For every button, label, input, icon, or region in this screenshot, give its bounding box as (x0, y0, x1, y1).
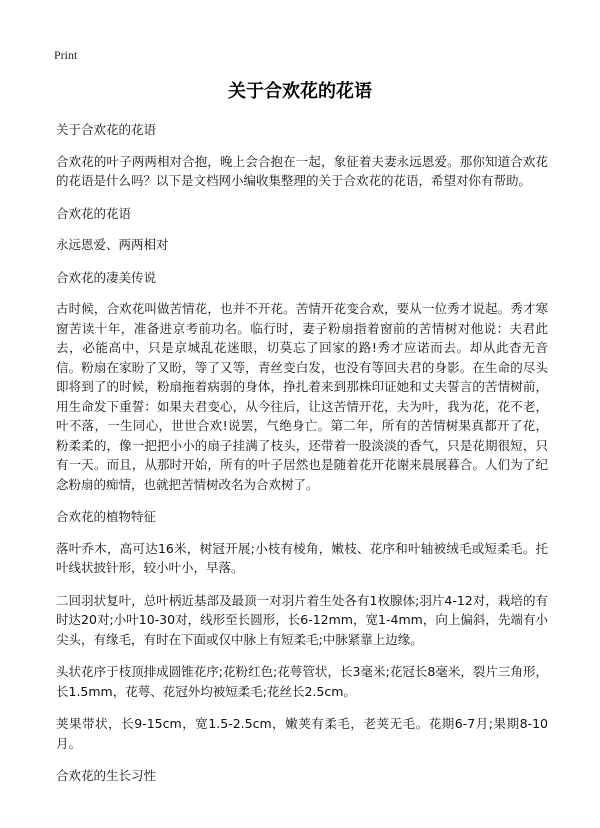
section-heading-legend: 合欢花的凄美传说 (56, 269, 157, 285)
section-heading-growth-habits: 合欢花的生长习性 (56, 768, 157, 783)
section-heading-plant-features: 合欢花的植物特征 (56, 509, 157, 524)
page-title: 关于合欢花的花语 (228, 81, 372, 102)
paragraph-intro: 合欢花的叶子两两相对合抱，晚上会合抱在一起，象征着夫妻永远恩爱。那你知道合欢花的花语是什么吗？以下是文档网小编收集整理的关于合欢花的花语，希望对你有帮助。 (56, 153, 548, 188)
paragraph-plant-features-1: 落叶乔木，高可达16米，树冠开展;小枝有棱角，嫩枝、花序和叶轴被绒毛或短柔毛。托叶线状披针形，较小叶小，早落。 (56, 540, 548, 575)
print-link[interactable]: Print (54, 48, 78, 62)
paragraph-plant-features-4: 荚果带状，长9-15cm，宽1.5-2.5cm，嫩荚有柔毛，老荚无毛。花期6-7月;果期8-10月。 (56, 716, 548, 751)
paragraph-legend: 古时候，合欢花叫做苦情花，也并不开花。苦情开花变合欢，要从一位秀才说起。秀才寒窗苦读十年，准备进京考前功名。临行时，妻子粉扇指着窗前的苦情树对他说：夫君此去，必能高中，只是京城乱花迷眼，切莫忘了回家的路!秀才应诺而去。却从此杳无音信。粉扇在家盼了又盼，等了又等，青丝变白发，也没有等回夫君的身影。在生命的尽头即将到了的时候，粉扇拖着病弱的身体，挣扎着来到那株印证她和丈夫誓言的苦情树前，用生命发下重誓：如果夫君变心，从今往后，让这苦情开花，夫为叶，我为花，花不老，叶不落，一生同心，世世合欢!说罢，气绝身亡。第二年，所有的苦情树果真都开了花，粉柔柔的，像一把把小小的扇子挂满了枝头，还带着一股淡淡的香气，只是花期很短，只有一天。而且，从那时开始，所有的叶子居然也是随着花开花谢来晨展暮合。人们为了纪念粉扇的痴情，也就把苦情树改名为合欢树了。 (56, 301, 548, 492)
paragraph-plant-features-3: 头状花序于枝顶排成圆锥花序;花粉红色;花萼管状，长3毫米;花冠长8毫米，裂片三角形，长1.5mm，花萼、花冠外均被短柔毛;花丝长2.5cm。 (56, 664, 548, 699)
paragraph-flower-language: 永远恩爱、两两相对 (56, 237, 169, 252)
article-body (56, 120, 548, 798)
section-heading-intro: 关于合欢花的花语 (56, 122, 157, 137)
paragraph-plant-features-2: 二回羽状复叶，总叶柄近基部及最顶一对羽片着生处各有1枚腺体;羽片4-12对，栽培的有时达20对;小叶10-30对，线形至长圆形，长6-12mm，宽1-4mm，向上偏斜，先端有小尖头，有缘毛，有时在下面或仅中脉上有短柔毛;中脉紧靠上边缘。 (56, 592, 548, 647)
section-heading-flower-language: 合欢花的花语 (56, 205, 132, 221)
